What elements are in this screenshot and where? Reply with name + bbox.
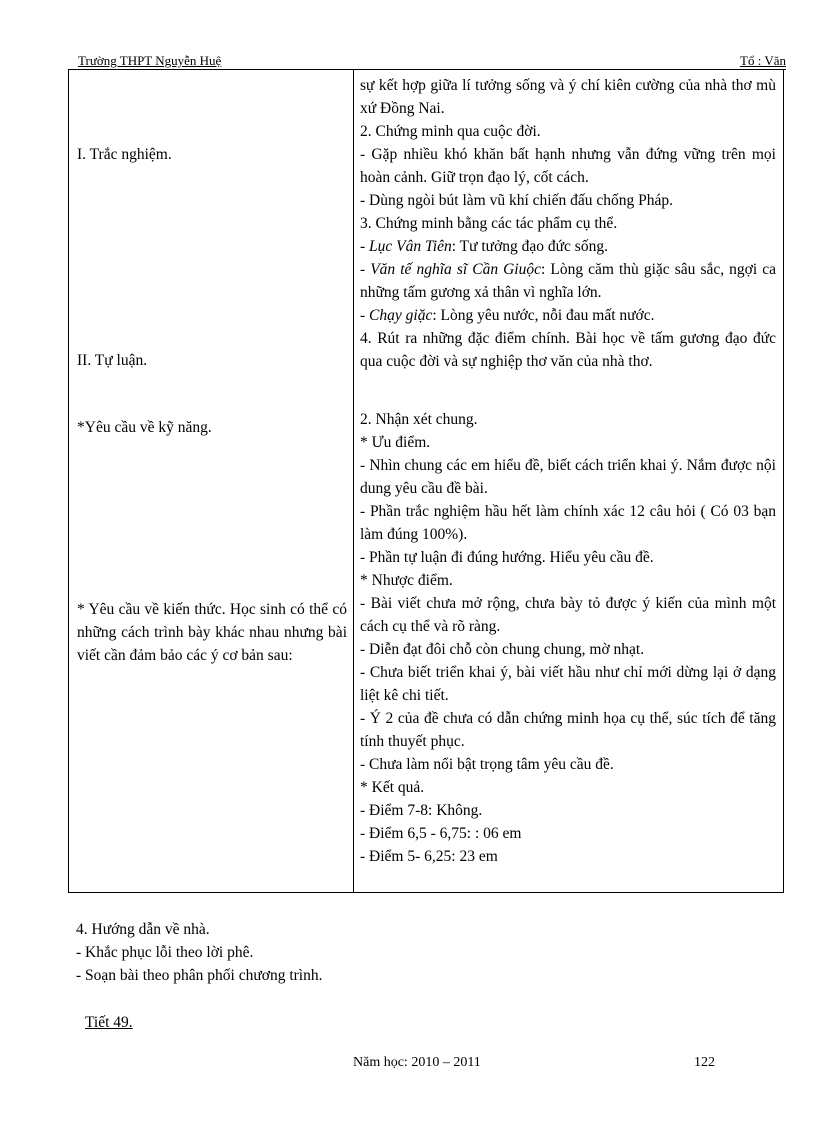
work-desc: : Lòng yêu nước, nỗi đau mất nước. [432,307,655,324]
work-desc: : Tư tưởng đạo đức sống. [451,238,608,255]
text-line: - Dùng ngòi bút làm vũ khí chiến đấu chống Pháp. [360,192,673,209]
text-line: 4. Rút ra những đặc điểm chính. Bài học về tấm gương đạo đức qua cuộc đời và sự nghiệp thơ văn của nhà thơ. [360,330,776,370]
work-desc: : Lòng căm thù giặc sâu sắc, ngợi ca những tấm gương xả thân vì nghĩa lớn. [360,261,776,301]
text-line: 2. Chứng minh qua cuộc đời. [360,123,541,140]
lesson-number: Tiết 49. [85,1014,133,1031]
header-school: Trường THPT Nguyễn Huệ [78,53,222,68]
label-trac-nghiem: I. Trắc nghiệm. [77,146,172,163]
label-kien-thuc: * Yêu cầu về kiến thức. Học sinh có thể có những cách trình bày khác nhau nhưng bài viết cần đảm bảo các ý cơ bản sau: [77,601,347,664]
text-line: - Chưa biết triển khai ý, bài viết hầu như chỉ mới dừng lại ở dạng liệt kê chi tiết. [360,664,776,704]
work-title: Văn tế nghĩa sĩ Cần Giuộc [370,261,541,278]
text-line: - Bài viết chưa mở rộng, chưa bày tỏ được ý kiến của mình một cách cụ thể và rõ ràng. [360,595,776,635]
text-line: - Phần trắc nghiệm hầu hết làm chính xác 12 câu hỏi ( Có 03 bạn làm đúng 100%). [360,503,776,543]
work-title: Chạy giặc [369,307,433,324]
homework-heading: 4. Hướng dẫn về nhà. [76,921,210,938]
text-line: - Điểm 5- 6,25: 23 em [360,848,498,865]
text-line: - Diễn đạt đôi chỗ còn chung chung, mờ nhạt. [360,641,645,658]
column-divider [353,69,354,892]
homework-section [76,918,322,987]
label-tu-luan: II. Tự luận. [77,352,148,369]
footer-page-number: 122 [694,1055,715,1070]
text-line: - Nhìn chung các em hiểu đề, biết cách triển khai ý. Nắm được nội dung yêu cầu đề bài. [360,457,776,497]
text-line: - Văn tế nghĩa sĩ Cần Giuộc: Lòng căm thù giặc sâu sắc, ngợi ca những tấm gương xả thân vì nghĩa lớn. [360,261,776,301]
work-title: Lục Vân Tiên [369,238,452,255]
label-ky-nang: *Yêu cầu về kỹ năng. [77,419,212,436]
text-line: - Điểm 6,5 - 6,75: : 06 em [360,825,522,842]
homework-item: - Khắc phục lỗi theo lời phê. [76,944,254,961]
text-line: * Ưu điểm. [360,434,431,451]
spacer [360,373,776,408]
text-line: - Chạy giặc: Lòng yêu nước, nỗi đau mất nước. [360,307,655,324]
text-line: 2. Nhận xét chung. [360,411,478,428]
text-line: - Điểm 7-8: Không. [360,802,483,819]
text-line: 3. Chứng minh bằng các tác phẩm cụ thể. [360,215,618,232]
text-line: - Chưa làm nổi bật trọng tâm yêu cầu đề. [360,756,614,773]
text-line: - Gặp nhiều khó khăn bất hạnh nhưng vẫn đứng vững trên mọi hoàn cảnh. Giữ trọn đạo lý, cốt cách. [360,146,776,186]
content-table [68,69,784,893]
text-line: - Lục Vân Tiên: Tư tưởng đạo đức sống. [360,238,608,255]
text-line: * Nhược điểm. [360,572,453,589]
footer-school-year: Năm học: 2010 – 2011 [353,1055,481,1070]
text-line: - Phần tự luận đi đúng hướng. Hiểu yêu cầu đề. [360,549,654,566]
text-line: sự kết hợp giữa lí tưởng sống và ý chí kiên cường của nhà thơ mù xứ Đồng Nai. [360,77,776,117]
header-group: Tổ : Văn [740,53,786,68]
text-line: - Ý 2 của đề chưa có dẫn chứng minh họa cụ thể, súc tích để tăng tính thuyết phục. [360,710,776,750]
text-line: * Kết quả. [360,779,425,796]
homework-item: - Soạn bài theo phân phối chương trình. [76,967,323,984]
right-column [360,74,776,868]
